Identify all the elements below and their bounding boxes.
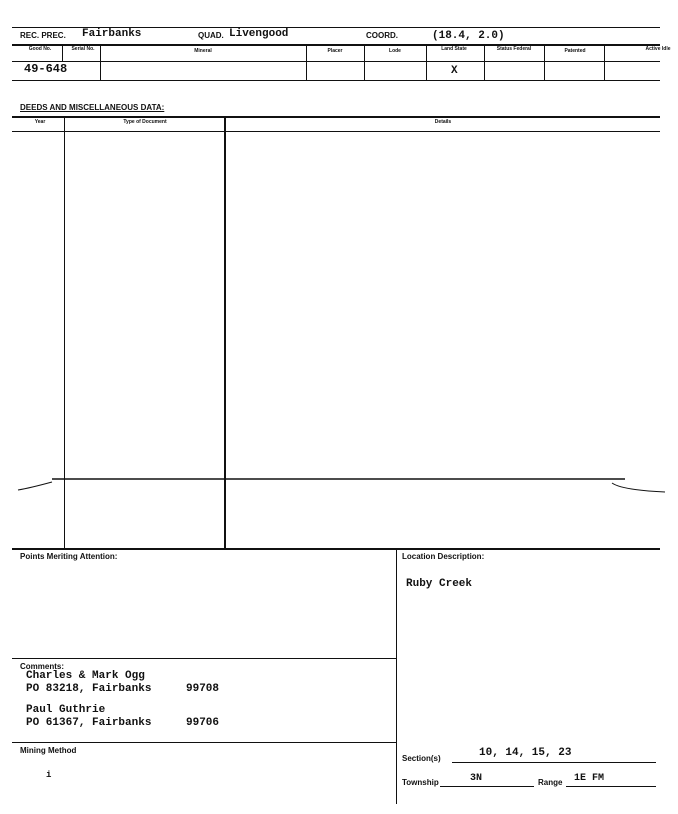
- range-label: Range: [538, 778, 563, 787]
- col-patented: Patented: [564, 48, 586, 54]
- coord-value: (18.4, 2.0): [432, 30, 505, 42]
- owner-2-zip: 99706: [186, 717, 220, 729]
- quad-value: Livengood: [229, 28, 289, 40]
- owner-1-zip: 99708: [186, 683, 220, 695]
- fold-line: [0, 470, 678, 500]
- land-state-mark: X: [451, 65, 458, 77]
- quad-label: QUAD.: [198, 31, 224, 40]
- mining-method-mark: i: [46, 770, 52, 780]
- location-description-value: Ruby Creek: [406, 578, 473, 590]
- col-year: Year: [34, 119, 46, 125]
- col-status-federal: Status Federal: [496, 46, 532, 52]
- col-land-state: Land State: [441, 46, 467, 52]
- points-meriting-attention-label: Points Meriting Attention:: [20, 552, 118, 561]
- coord-label: COORD.: [366, 31, 398, 40]
- mining-method-label: Mining Method: [20, 746, 77, 755]
- col-good-no: Good No.: [28, 46, 52, 52]
- owner-2-name: Paul Guthrie: [26, 704, 106, 716]
- col-lode: Lode: [389, 48, 401, 54]
- owner-1-name: Charles & Mark Ogg: [26, 670, 145, 682]
- owner-1-address: PO 83218, Fairbanks: [26, 683, 152, 695]
- good-no-value: 49-648: [24, 62, 68, 76]
- col-serial-no: Serial No.: [71, 46, 95, 52]
- range-value: 1E FM: [574, 773, 605, 784]
- col-details: Details: [434, 119, 452, 125]
- sections-value: 10, 14, 15, 23: [479, 747, 572, 759]
- col-active-idle: Active Idle: [645, 46, 671, 52]
- township-label: Township: [402, 778, 439, 787]
- col-placer: Placer: [327, 48, 343, 54]
- township-value: 3N: [470, 773, 483, 784]
- rec-prec-label: REC. PREC.: [20, 31, 66, 40]
- deeds-title: DEEDS AND MISCELLANEOUS DATA:: [20, 103, 165, 112]
- location-description-label: Location Description:: [402, 552, 485, 561]
- col-type-of-document: Type of Document: [123, 119, 167, 125]
- comments-label: Comments:: [20, 662, 65, 671]
- sections-label: Section(s): [402, 754, 441, 763]
- col-mineral: Mineral: [194, 48, 212, 54]
- owner-2-address: PO 61367, Fairbanks: [26, 717, 152, 729]
- rec-prec-value: Fairbanks: [82, 28, 142, 40]
